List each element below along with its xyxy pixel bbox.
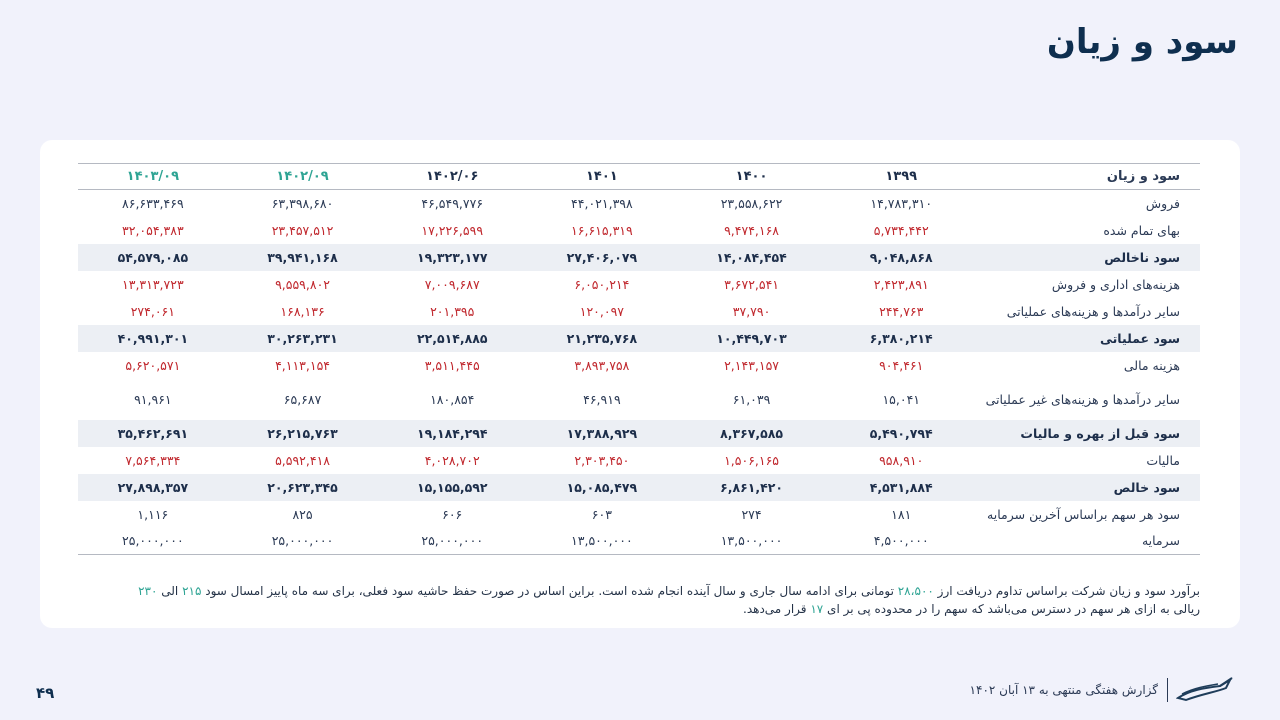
table-cell: ۲۵,۰۰۰,۰۰۰ <box>421 533 484 549</box>
note-text: تومانی برای ادامه سال جاری و سال آینده انجام شده است. براین اساس در صورت حفظ حاشیه سود فعلی، برای سه ماه پاییز امسال سود <box>201 584 898 598</box>
table-cell: ۷,۵۶۴,۳۳۴ <box>125 452 181 468</box>
table-cell: ۲,۳۰۳,۴۵۰ <box>574 452 630 468</box>
table-cell: ۶۱,۰۳۹ <box>732 391 771 407</box>
table-cell: ۱۲۰,۰۹۷ <box>579 303 625 319</box>
table-cell: ۴۶,۵۴۹,۷۷۶ <box>421 195 484 211</box>
table-cell: ۹,۵۵۹,۸۰۲ <box>275 276 331 292</box>
table-cell: ۹۱,۹۶۱ <box>134 391 172 407</box>
table-cell: ۳,۸۹۳,۷۵۸ <box>574 357 630 373</box>
table-cell: ۸۶,۶۳۳,۴۶۹ <box>122 195 184 211</box>
table-cell: ۸,۳۶۷,۵۸۵ <box>677 420 827 447</box>
table-cell: ۱۷,۲۲۶,۵۹۹ <box>421 222 484 238</box>
table-cell: ۲۶,۲۱۵,۷۶۳ <box>228 420 378 447</box>
row-label: فروش <box>1145 195 1180 211</box>
table-cell: ۵,۵۹۲,۴۱۸ <box>275 452 331 468</box>
row-label: مالیات <box>1146 452 1180 468</box>
table-row <box>78 501 1200 528</box>
table-cell: ۳۰,۲۶۳,۲۳۱ <box>228 325 378 352</box>
table-cell: ۱,۱۱۶ <box>137 506 169 522</box>
row-label: بهای تمام شده <box>1103 222 1180 238</box>
note-text: ریالی به ازای هر سهم در دسترس می‌باشد که سهم را در محدوده پی بر ای <box>823 602 1200 616</box>
table-cell: ۴,۵۰۰,۰۰۰ <box>873 533 929 549</box>
table-cell: ۳۲,۰۵۴,۳۸۳ <box>122 222 184 238</box>
table-cell: ۶۰۳ <box>591 506 612 522</box>
column-header: ۱۴۰۲/۰۹ <box>276 169 329 184</box>
column-header: ۱۴۰۱ <box>586 169 618 184</box>
column-header: ۱۴۰۰ <box>735 169 768 184</box>
table-cell: ۷,۰۰۹,۶۸۷ <box>424 276 480 292</box>
footer-divider <box>1167 678 1168 702</box>
table-cell: ۶۳,۳۹۸,۶۸۰ <box>271 195 334 211</box>
table-cell: ۶,۳۸۰,۲۱۴ <box>826 325 976 352</box>
table-row <box>78 298 1200 325</box>
table-cell: ۵,۴۹۰,۷۹۴ <box>826 420 976 447</box>
table-cell: ۲۷,۴۰۶,۰۷۹ <box>527 244 677 271</box>
table-row <box>78 447 1200 474</box>
profit-loss-card <box>40 140 1240 628</box>
table-cell: ۱۳,۳۱۳,۷۲۳ <box>122 276 184 292</box>
column-header: ۱۳۹۹ <box>885 169 918 184</box>
table-row <box>78 190 1200 217</box>
table-row <box>78 244 1200 271</box>
table-cell: ۱۷,۳۸۸,۹۲۹ <box>527 420 677 447</box>
row-label: هزینه‌های اداری و فروش <box>1051 276 1180 292</box>
table-cell: ۲۷۴,۰۶۱ <box>130 303 175 319</box>
table-cell: ۱۰,۴۴۹,۷۰۳ <box>677 325 827 352</box>
table-cell: ۶,۸۶۱,۴۲۰ <box>677 474 827 501</box>
table-cell: ۹۰۴,۴۶۱ <box>879 357 924 373</box>
table-cell: ۱۸۱ <box>891 506 912 522</box>
table-cell: ۳۷,۷۹۰ <box>732 303 771 319</box>
table-cell: ۹۵۸,۹۱۰ <box>879 452 924 468</box>
row-label: سود ناخالص <box>976 244 1200 271</box>
row-label: سایر درآمدها و هزینه‌های غیر عملیاتی <box>985 391 1180 407</box>
profit-loss-table <box>78 163 1200 555</box>
table-cell: ۶۰۶ <box>442 506 463 522</box>
forecast-note <box>110 582 1200 618</box>
company-logo-icon <box>1176 676 1234 704</box>
table-cell: ۴,۰۲۸,۷۰۲ <box>424 452 480 468</box>
table-cell: ۱۵,۱۵۵,۵۹۲ <box>377 474 527 501</box>
row-label: سود عملیاتی <box>976 325 1200 352</box>
table-cell: ۲۵,۰۰۰,۰۰۰ <box>271 533 334 549</box>
note-text: قرار می‌دهد. <box>743 602 811 616</box>
table-cell: ۱۹,۱۸۴,۲۹۴ <box>377 420 527 447</box>
table-row <box>78 352 1200 379</box>
table-cell: ۲,۱۴۳,۱۵۷ <box>724 357 780 373</box>
table-cell: ۱,۵۰۶,۱۶۵ <box>724 452 780 468</box>
table-cell: ۲,۴۲۳,۸۹۱ <box>873 276 929 292</box>
note-text: الی <box>157 584 183 598</box>
table-cell: ۴,۱۱۳,۱۵۴ <box>275 357 331 373</box>
table-cell: ۵۴,۵۷۹,۰۸۵ <box>78 244 228 271</box>
table-cell: ۱۹,۳۲۳,۱۷۷ <box>377 244 527 271</box>
table-cell: ۱۶۸,۱۳۶ <box>280 303 325 319</box>
table-cell: ۴۰,۹۹۱,۳۰۱ <box>78 325 228 352</box>
table-cell: ۱۳,۵۰۰,۰۰۰ <box>571 533 633 549</box>
table-cell: ۱۵,۰۴۱ <box>882 391 920 407</box>
table-cell: ۱۴,۰۸۴,۴۵۴ <box>677 244 827 271</box>
note-eps-low: ۲۱۵ <box>182 584 202 598</box>
column-header: ۱۴۰۳/۰۹ <box>126 169 180 184</box>
row-label: سود خالص <box>976 474 1200 501</box>
table-cell: ۴۶,۹۱۹ <box>583 391 621 407</box>
table-cell: ۳۵,۴۶۲,۶۹۱ <box>78 420 228 447</box>
table-header-row <box>78 164 1200 190</box>
table-cell: ۱۶,۶۱۵,۳۱۹ <box>571 222 633 238</box>
note-fx-rate: ۲۸،۵۰۰ <box>897 584 934 598</box>
table-cell: ۱۳,۵۰۰,۰۰۰ <box>720 533 783 549</box>
note-pe: ۱۷ <box>810 602 824 616</box>
table-cell: ۲۷,۸۹۸,۳۵۷ <box>78 474 228 501</box>
table-row <box>78 474 1200 501</box>
note-eps-high: ۲۳۰ <box>138 584 158 598</box>
table-cell: ۲۳,۴۵۷,۵۱۲ <box>271 222 334 238</box>
table-cell: ۴,۵۳۱,۸۸۴ <box>826 474 976 501</box>
table-cell: ۹,۴۷۴,۱۶۸ <box>724 222 780 238</box>
table-row <box>78 217 1200 244</box>
row-label: سایر درآمدها و هزینه‌های عملیاتی <box>1006 303 1180 319</box>
table-cell: ۶۵,۶۸۷ <box>283 391 322 407</box>
table-cell: ۲۰,۶۲۳,۳۴۵ <box>228 474 378 501</box>
page-number: ۴۹ <box>36 684 55 702</box>
table-cell: ۲۱,۲۳۵,۷۶۸ <box>527 325 677 352</box>
column-header: ۱۴۰۲/۰۶ <box>426 169 479 184</box>
table-row <box>78 379 1200 420</box>
note-text: برآورد سود و زیان شرکت براساس تداوم دریافت ارز <box>933 584 1200 598</box>
footer-report-text: گزارش هفتگی منتهی به ۱۳ آبان ۱۴۰۲ <box>969 683 1158 697</box>
table-cell: ۲۰۱,۳۹۵ <box>430 303 475 319</box>
table-cell: ۵,۷۳۴,۴۴۲ <box>873 222 929 238</box>
table-cell: ۲۷۴ <box>741 506 762 522</box>
table-cell: ۲۳,۵۵۸,۶۲۲ <box>720 195 783 211</box>
table-cell: ۱۵,۰۸۵,۴۷۹ <box>527 474 677 501</box>
table-cell: ۲۴۴,۷۶۳ <box>879 303 924 319</box>
page-title: سود و زیان <box>1046 22 1238 62</box>
table-cell: ۴۴,۰۲۱,۳۹۸ <box>571 195 633 211</box>
row-label: سود قبل از بهره و مالیات <box>976 420 1200 447</box>
table-row <box>78 528 1200 555</box>
row-label: سود هر سهم براساس آخرین سرمایه <box>987 506 1180 522</box>
table-cell: ۱۴,۷۸۳,۳۱۰ <box>870 195 933 211</box>
table-cell: ۱۸۰,۸۵۴ <box>430 391 475 407</box>
table-row <box>78 325 1200 352</box>
table-cell: ۶,۰۵۰,۲۱۴ <box>574 276 630 292</box>
header-label: سود و زیان <box>1106 169 1180 184</box>
table-cell: ۳۹,۹۴۱,۱۶۸ <box>228 244 378 271</box>
row-label: هزینه مالی <box>1123 357 1180 373</box>
table-cell: ۹,۰۴۸,۸۶۸ <box>826 244 976 271</box>
table-cell: ۲۲,۵۱۴,۸۸۵ <box>377 325 527 352</box>
table-cell: ۲۵,۰۰۰,۰۰۰ <box>122 533 184 549</box>
table-cell: ۵,۶۲۰,۵۷۱ <box>125 357 181 373</box>
row-label: سرمایه <box>1141 533 1180 549</box>
table-cell: ۳,۶۷۲,۵۴۱ <box>724 276 780 292</box>
table-cell: ۳,۵۱۱,۴۴۵ <box>424 357 480 373</box>
table-row <box>78 420 1200 447</box>
table-row <box>78 271 1200 298</box>
table-cell: ۸۲۵ <box>292 506 313 522</box>
